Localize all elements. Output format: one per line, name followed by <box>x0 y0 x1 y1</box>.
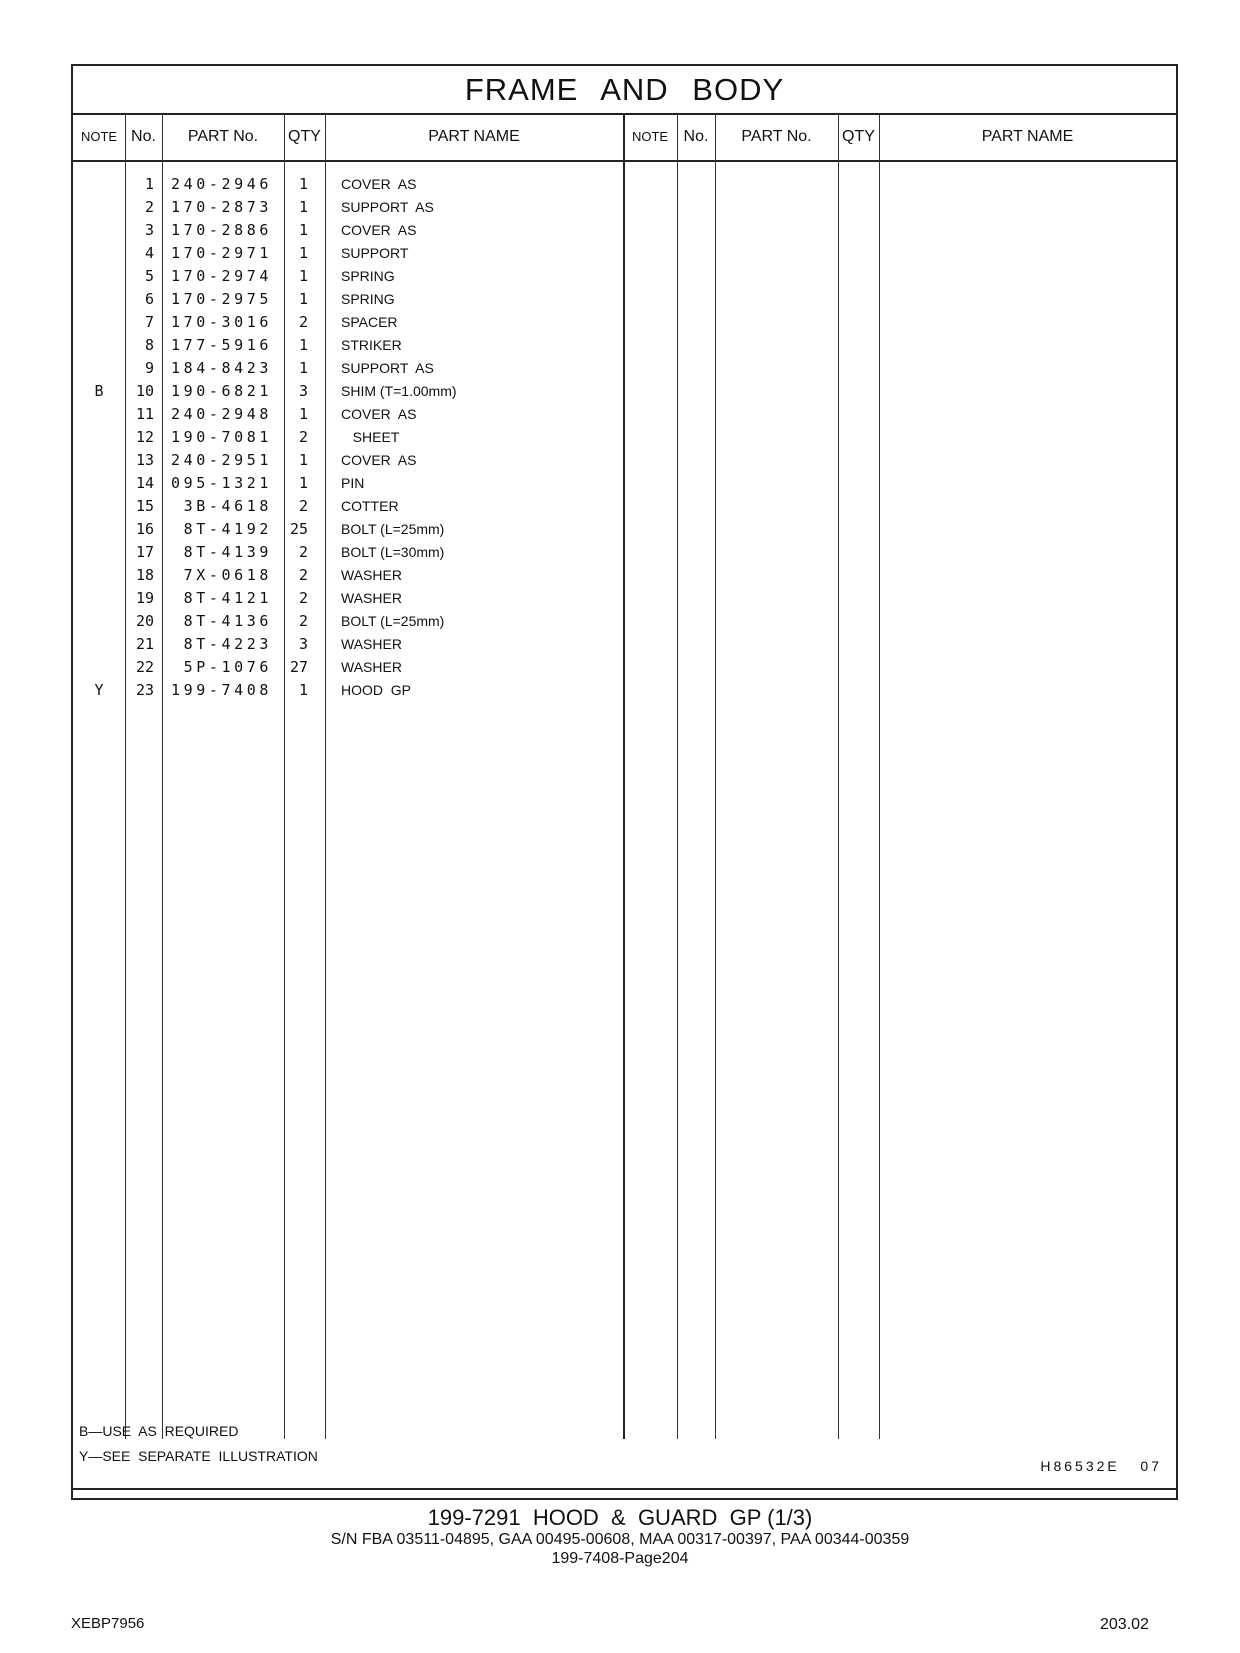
header-no-left: No. <box>131 128 156 145</box>
row-part-no: 170-2971 <box>170 244 272 262</box>
row-number: 16 <box>135 520 154 538</box>
row-qty: 1 <box>298 267 308 285</box>
row-part-name: COVER AS <box>341 406 417 422</box>
parts-list-frame <box>71 64 1178 1500</box>
row-part-name: SUPPORT AS <box>341 199 434 215</box>
row-number: 5 <box>144 267 154 285</box>
row-qty: 3 <box>298 635 308 653</box>
row-part-no: 095-1321 <box>170 474 272 492</box>
row-part-no: 5P-1076 <box>183 658 272 676</box>
row-number: 19 <box>135 589 154 607</box>
table-bottom-border <box>73 1488 1176 1490</box>
row-qty: 1 <box>298 451 308 469</box>
row-part-name: SHIM (T=1.00mm) <box>341 383 457 399</box>
row-qty: 1 <box>298 244 308 262</box>
group-title: 199-7291 HOOD & GUARD GP (1/3) <box>427 1505 813 1530</box>
row-part-name: COTTER <box>341 498 399 514</box>
row-number: 23 <box>135 681 154 699</box>
document-id: XEBP7956 <box>71 1615 145 1632</box>
row-part-no: 8T-4139 <box>183 543 272 561</box>
row-qty: 1 <box>298 175 308 193</box>
row-qty: 1 <box>298 359 308 377</box>
row-number: 18 <box>135 566 154 584</box>
header-qty-left: QTY <box>288 128 321 145</box>
row-qty: 25 <box>289 520 308 538</box>
row-qty: 2 <box>298 612 308 630</box>
row-number: 22 <box>135 658 154 676</box>
row-qty: 1 <box>298 290 308 308</box>
row-number: 9 <box>144 359 154 377</box>
header-part-name-right: PART NAME <box>981 128 1074 145</box>
row-number: 11 <box>135 405 154 423</box>
row-part-name: SPACER <box>341 314 398 330</box>
row-part-no: 170-2974 <box>170 267 272 285</box>
row-part-name: SUPPORT <box>341 245 409 261</box>
row-qty: 1 <box>298 681 308 699</box>
row-number: 7 <box>144 313 154 331</box>
header-note-right: NOTE <box>631 129 669 144</box>
row-part-no: 190-7081 <box>170 428 272 446</box>
row-part-no: 184-8423 <box>170 359 272 377</box>
row-part-no: 190-6821 <box>170 382 272 400</box>
row-qty: 27 <box>289 658 308 676</box>
row-qty: 3 <box>298 382 308 400</box>
page-caption <box>0 1506 1240 1568</box>
row-part-name: COVER AS <box>341 222 417 238</box>
row-part-no: 177-5916 <box>170 336 272 354</box>
row-part-no: 3B-4618 <box>183 497 272 515</box>
row-part-name: BOLT (L=30mm) <box>341 544 445 560</box>
section-title: FRAME AND BODY <box>73 66 1176 115</box>
row-number: 8 <box>144 336 154 354</box>
row-part-name: SUPPORT AS <box>341 360 434 376</box>
row-part-no: 8T-4136 <box>183 612 272 630</box>
row-part-no: 8T-4121 <box>183 589 272 607</box>
row-number: 14 <box>135 474 154 492</box>
row-qty: 1 <box>298 474 308 492</box>
note-b: B—USE AS REQUIRED <box>79 1423 239 1439</box>
row-number: 4 <box>144 244 154 262</box>
row-part-name: WASHER <box>341 590 402 606</box>
row-note: Y <box>94 681 104 699</box>
header-part-no-right: PART No. <box>741 128 812 145</box>
drawing-code: H86532E 07 <box>1040 1458 1162 1474</box>
page-reference: 199-7408-Page204 <box>551 1550 689 1567</box>
row-number: 20 <box>135 612 154 630</box>
row-number: 13 <box>135 451 154 469</box>
page-number: 203.02 <box>1100 1616 1149 1633</box>
row-qty: 1 <box>298 336 308 354</box>
row-part-no: 170-3016 <box>170 313 272 331</box>
row-number: 10 <box>135 382 154 400</box>
row-part-no: 199-7408 <box>170 681 272 699</box>
row-qty: 2 <box>298 566 308 584</box>
notes-legend <box>79 1419 318 1469</box>
row-part-no: 240-2948 <box>170 405 272 423</box>
row-part-no: 8T-4223 <box>183 635 272 653</box>
row-part-name: WASHER <box>341 659 402 675</box>
row-number: 3 <box>144 221 154 239</box>
row-part-name: PIN <box>341 475 365 491</box>
row-part-no: 240-2946 <box>170 175 272 193</box>
row-part-name: HOOD GP <box>341 682 412 698</box>
row-part-no: 170-2873 <box>170 198 272 216</box>
row-part-name: SPRING <box>341 291 395 307</box>
header-part-no-left: PART No. <box>187 128 259 145</box>
row-part-no: 8T-4192 <box>183 520 272 538</box>
note-y: Y—SEE SEPARATE ILLUSTRATION <box>79 1448 318 1464</box>
header-qty-right: QTY <box>842 128 875 145</box>
row-part-name: SHEET <box>341 429 400 445</box>
row-part-no: 170-2975 <box>170 290 272 308</box>
row-number: 21 <box>135 635 154 653</box>
row-number: 2 <box>144 198 154 216</box>
row-qty: 2 <box>298 497 308 515</box>
row-number: 12 <box>135 428 154 446</box>
row-part-no: 170-2886 <box>170 221 272 239</box>
row-part-name: BOLT (L=25mm) <box>341 613 445 629</box>
row-qty: 2 <box>298 543 308 561</box>
row-number: 1 <box>144 175 154 193</box>
row-qty: 2 <box>298 313 308 331</box>
row-number: 15 <box>135 497 154 515</box>
header-note-left: NOTE <box>80 129 118 144</box>
header-part-name-left: PART NAME <box>428 128 520 145</box>
parts-table-body <box>73 162 1176 1488</box>
row-part-name: WASHER <box>341 636 402 652</box>
row-qty: 2 <box>298 428 308 446</box>
row-part-name: WASHER <box>341 567 402 583</box>
serial-numbers: S/N FBA 03511-04895, GAA 00495-00608, MAA 00317-00397, PAA 00344-00359 <box>330 1531 910 1548</box>
row-part-no: 7X-0618 <box>183 566 272 584</box>
row-part-name: STRIKER <box>341 337 402 353</box>
row-part-name: COVER AS <box>341 176 417 192</box>
header-no-right: No. <box>683 128 709 145</box>
row-number: 6 <box>144 290 154 308</box>
row-note: B <box>94 382 104 400</box>
row-qty: 1 <box>298 405 308 423</box>
row-part-name: SPRING <box>341 268 395 284</box>
row-qty: 1 <box>298 221 308 239</box>
row-part-name: BOLT (L=25mm) <box>341 521 445 537</box>
row-qty: 1 <box>298 198 308 216</box>
row-part-no: 240-2951 <box>170 451 272 469</box>
row-qty: 2 <box>298 589 308 607</box>
row-part-name: COVER AS <box>341 452 417 468</box>
row-number: 17 <box>135 543 154 561</box>
